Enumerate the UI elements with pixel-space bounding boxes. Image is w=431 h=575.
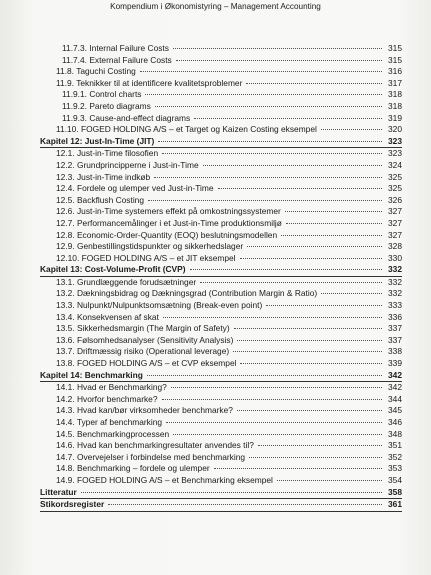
toc-entry[interactable] xyxy=(40,440,402,452)
toc-entry[interactable] xyxy=(40,452,402,464)
toc-entry-label xyxy=(40,440,256,452)
toc-entry[interactable] xyxy=(40,230,402,242)
toc-page-number: 327 xyxy=(388,206,402,217)
dot-leader xyxy=(240,363,382,364)
toc-page-number: 358 xyxy=(388,486,402,497)
toc-entry-number: 12.5. xyxy=(56,194,75,205)
toc-entry-number: 13.4. xyxy=(56,311,75,322)
toc-page-number: 327 xyxy=(388,217,402,228)
dot-leader xyxy=(200,282,382,283)
toc-chapter-entry[interactable] xyxy=(40,264,402,277)
dot-leader xyxy=(173,48,382,49)
toc-entry-label xyxy=(40,452,247,464)
toc-entry-title: Performancemålinger i et Just-in-Time produktionsmiljø xyxy=(76,217,282,228)
toc-entry-number: 12.10. xyxy=(56,252,80,263)
toc-entry-number: 13.3. xyxy=(56,300,75,311)
toc-entry-number: 11.7.4. xyxy=(62,54,87,65)
dot-leader xyxy=(321,293,382,294)
toc-entry[interactable] xyxy=(40,300,402,312)
toc-entry-label xyxy=(40,277,198,289)
toc-page-number: 337 xyxy=(388,334,402,345)
toc-page-number: 346 xyxy=(388,417,402,427)
toc-entry[interactable] xyxy=(40,463,402,475)
toc-entry-label xyxy=(40,323,232,335)
toc-entry-title: Just-in-Time filosofien xyxy=(76,148,159,159)
dot-leader xyxy=(155,106,382,107)
toc-page-number: 344 xyxy=(388,393,402,404)
toc-entry-number: 14.4. xyxy=(56,417,75,427)
dot-leader xyxy=(140,71,382,72)
toc-entry-number: 12.9. xyxy=(56,241,75,252)
toc-entry[interactable] xyxy=(40,288,402,300)
toc-entry-title: Just-in-Time systemers effekt på omkostningssystemer xyxy=(76,206,281,217)
toc-entry-title: Just-in-Time indkøb xyxy=(76,171,151,182)
toc-entry-label xyxy=(40,43,171,55)
toc-entry-label xyxy=(40,370,145,382)
toc-page-number: 317 xyxy=(388,77,402,88)
toc-entry-title: Benchmarking xyxy=(84,369,143,380)
toc-entry-title: Backflush Costing xyxy=(76,194,145,205)
toc-entry-number: Kapitel 14: xyxy=(40,369,83,380)
toc-entry-number: 14.2. xyxy=(56,393,75,404)
toc-entry-title: Grundprincipperne i Just-in-Time xyxy=(76,159,199,170)
toc-entry[interactable] xyxy=(40,218,402,230)
toc-entry-label xyxy=(40,136,156,148)
toc-entry[interactable] xyxy=(40,148,402,160)
dot-leader xyxy=(163,317,382,318)
toc-entry[interactable] xyxy=(40,89,402,101)
toc-entry-label xyxy=(40,346,231,358)
running-header: Kompendium i Økonomistyring – Management Accounting xyxy=(110,2,321,11)
dot-leader xyxy=(171,387,382,388)
toc-page-number: 315 xyxy=(388,54,402,65)
toc-chapter-entry[interactable] xyxy=(40,370,402,383)
toc-entry-label xyxy=(40,429,171,441)
toc-entry-label xyxy=(40,66,138,78)
toc-entry-title: FOGED HOLDING A/S – et CVP eksempel xyxy=(76,358,237,369)
toc-entry-title: Internal Failure Costs xyxy=(89,43,169,53)
toc-entry-label xyxy=(40,55,174,67)
toc-entry[interactable] xyxy=(40,43,402,55)
toc-page-number: 318 xyxy=(388,89,402,100)
toc-entry[interactable] xyxy=(40,417,402,429)
toc-entry-label xyxy=(40,101,153,113)
toc-chapter-entry[interactable] xyxy=(40,487,402,500)
dot-leader xyxy=(266,305,382,306)
toc-page-number: 342 xyxy=(388,369,402,380)
toc-page-number: 325 xyxy=(388,171,402,182)
toc-entry-label xyxy=(40,382,169,394)
toc-entry-label xyxy=(40,89,143,101)
toc-entry[interactable] xyxy=(40,101,402,113)
toc-entry-number: 12.8. xyxy=(56,229,75,240)
dot-leader xyxy=(285,211,382,212)
toc-entry-title: Teknikker til at identificere kvalitetsproblemer xyxy=(76,77,243,88)
toc-page-number: 326 xyxy=(388,194,402,205)
dot-leader xyxy=(166,422,382,423)
toc-entry[interactable] xyxy=(40,183,402,195)
toc-entry[interactable] xyxy=(40,253,402,265)
toc-entry-number: 12.3. xyxy=(56,171,75,182)
toc-entry-title: Hvad er Benchmarking? xyxy=(76,382,167,393)
toc-entry-label xyxy=(40,312,161,324)
toc-page-number: 352 xyxy=(388,451,402,462)
dot-leader xyxy=(240,258,382,259)
toc-entry-title: Hvad kan benchmarkingresultater anvendes til? xyxy=(76,440,254,451)
toc-entry[interactable] xyxy=(40,277,402,289)
toc-page-number: 332 xyxy=(388,276,402,287)
toc-entry-number: 12.1. xyxy=(56,148,75,159)
toc-entry-number: 11.9.1. xyxy=(62,89,87,100)
toc-entry-title: Driftmæssig risiko (Operational leverage) xyxy=(76,346,230,357)
toc-entry-title: Følsomhedsanalyser (Sensitivity Analysis) xyxy=(76,334,234,345)
toc-entry-number: 11.9.3. xyxy=(62,112,87,123)
toc-entry-title: Benchmarkingprocessen xyxy=(76,428,170,439)
toc-entry-title: Litteratur xyxy=(40,486,77,497)
dot-leader xyxy=(108,504,382,505)
toc-entry-number: 13.1. xyxy=(56,276,75,287)
toc-entry[interactable] xyxy=(40,382,402,394)
toc-entry-number: Kapitel 13: xyxy=(40,264,83,275)
toc-entry-number: 12.7. xyxy=(56,217,75,228)
toc-entry-title: Stikordsregister xyxy=(40,499,105,510)
toc-entry-number: 13.8. xyxy=(56,358,75,369)
toc-entry-number: 13.5. xyxy=(56,323,75,334)
toc-entry-title: Cost-Volume-Profit (CVP) xyxy=(84,264,186,275)
dot-leader xyxy=(176,60,382,61)
dot-leader xyxy=(154,177,382,178)
toc-entry-label xyxy=(40,172,152,184)
toc-entry-title: Economic-Order-Quantity (EOQ) beslutningsmodellen xyxy=(76,229,278,240)
toc-entry-title: Pareto diagrams xyxy=(89,100,151,111)
toc-entry-label xyxy=(40,499,106,511)
toc-entry-label xyxy=(40,183,216,195)
toc-entry-number: 12.4. xyxy=(56,183,75,194)
toc-entry-title: Benchmarking – fordele og ulemper xyxy=(76,463,210,474)
toc-entry-label xyxy=(40,78,244,90)
toc-entry-label xyxy=(40,230,279,242)
dot-leader xyxy=(237,410,382,411)
toc-entry-title: Control charts xyxy=(89,89,142,100)
toc-entry-title: Sikkerhedsmargin (The Margin of Safety) xyxy=(76,323,230,334)
toc-entry-title: Hvorfor benchmarke? xyxy=(76,393,158,404)
toc-page-number: 351 xyxy=(388,440,402,451)
toc-entry-number: 11.9. xyxy=(56,77,75,88)
toc-entry-number: 12.2. xyxy=(56,159,75,170)
toc-entry-label xyxy=(40,124,319,136)
toc-entry-number: 14.3. xyxy=(56,405,75,416)
dot-leader xyxy=(234,328,382,329)
toc-page-number: 316 xyxy=(388,66,402,77)
toc-entry[interactable] xyxy=(40,323,402,335)
dot-leader xyxy=(258,445,382,446)
toc-entry[interactable] xyxy=(40,346,402,358)
toc-entry-label xyxy=(40,206,283,218)
toc-entry-title: Grundlæggende forudsætninger xyxy=(76,276,197,287)
toc-entry-number: 12.6. xyxy=(56,206,75,217)
toc-entry[interactable] xyxy=(40,160,402,172)
toc-page-number: 342 xyxy=(388,382,402,393)
toc-entry-number: 14.1. xyxy=(56,382,75,393)
toc-entry-label xyxy=(40,358,238,370)
dot-leader xyxy=(148,200,382,201)
toc-entry-label xyxy=(40,475,275,487)
toc-entry-number: 11.7.3. xyxy=(62,43,87,53)
dot-leader xyxy=(203,165,382,166)
toc-page-number: 323 xyxy=(388,135,402,146)
toc-entry-label xyxy=(40,288,319,300)
toc-entry-title: Fordele og ulemper ved Just-in-Time xyxy=(76,183,214,194)
toc-page-number: 330 xyxy=(388,252,402,263)
toc-entry-number: 13.7. xyxy=(56,346,75,357)
toc-entry[interactable] xyxy=(40,335,402,347)
dot-leader xyxy=(158,141,382,142)
toc-page-number: 315 xyxy=(388,43,402,53)
dot-leader xyxy=(190,269,383,270)
toc-page-number: 353 xyxy=(388,463,402,474)
toc-entry-label xyxy=(40,253,238,265)
toc-entry-title: Typer af benchmarking xyxy=(76,417,163,427)
toc-entry-number: 13.2. xyxy=(56,288,75,299)
toc-entry-number: 14.6. xyxy=(56,440,75,451)
dot-leader xyxy=(247,246,382,247)
toc-entry-number: 14.5. xyxy=(56,428,75,439)
toc-entry-title: Hvad kan/bør virksomheder benchmarke? xyxy=(76,405,233,416)
dot-leader xyxy=(162,153,382,154)
dot-leader xyxy=(218,188,382,189)
toc-page-number: 318 xyxy=(388,100,402,111)
toc-entry-label xyxy=(40,264,188,276)
dot-leader xyxy=(214,468,382,469)
toc-entry-title: Konsekvensen af skat xyxy=(76,311,159,322)
toc-chapter-entry[interactable] xyxy=(40,499,402,512)
dot-leader xyxy=(286,223,382,224)
toc-page-number: 337 xyxy=(388,323,402,334)
toc-entry-title: FOGED HOLDING A/S – et Benchmarking eksempel xyxy=(76,474,273,485)
toc-entry-title: Genbestillingstidspunkter og sikkerhedslager xyxy=(76,241,244,252)
dot-leader xyxy=(145,94,382,95)
toc-entry[interactable] xyxy=(40,113,402,125)
toc-page-number: 338 xyxy=(388,346,402,357)
toc-entry[interactable] xyxy=(40,66,402,78)
toc-page-number: 339 xyxy=(388,358,402,369)
toc-entry[interactable] xyxy=(40,475,402,487)
toc-page-number: 336 xyxy=(388,311,402,322)
toc-page-number: 319 xyxy=(388,112,402,123)
toc-entry-label xyxy=(40,417,164,429)
toc-entry-label xyxy=(40,160,201,172)
toc-entry[interactable] xyxy=(40,206,402,218)
toc-entry-label xyxy=(40,487,79,499)
toc-entry-number: 14.9. xyxy=(56,474,75,485)
toc-entry-title: Cause-and-effect diagrams xyxy=(89,112,191,123)
toc-entry-label xyxy=(40,394,160,406)
dot-leader xyxy=(194,118,382,119)
dot-leader xyxy=(81,492,382,493)
toc-entry[interactable] xyxy=(40,405,402,417)
toc-entry-title: Nulpunkt/Nulpunktsomsætning (Break-even point) xyxy=(76,300,263,311)
toc-entry[interactable] xyxy=(40,55,402,67)
toc-entry-number: 11.8. xyxy=(56,66,75,77)
toc-page-number: 325 xyxy=(388,183,402,194)
toc-entry-label xyxy=(40,218,284,230)
toc-page-number: 327 xyxy=(388,229,402,240)
toc-entry[interactable] xyxy=(40,241,402,253)
toc-entry-number: 11.9.2. xyxy=(62,100,87,111)
toc-entry-label xyxy=(40,148,160,160)
toc-entry-number: 14.7. xyxy=(56,451,75,462)
toc-entry-title: FOGED HOLDING A/S – et Target og Kaizen Costing eksempel xyxy=(81,124,317,135)
dot-leader xyxy=(281,235,382,236)
toc-entry[interactable] xyxy=(40,124,402,136)
toc-page-number: 332 xyxy=(388,264,402,275)
dot-leader xyxy=(277,480,382,481)
toc-entry-number: Kapitel 12: xyxy=(40,135,83,146)
dot-leader xyxy=(147,375,382,376)
toc-entry-number: 14.8. xyxy=(56,463,75,474)
toc-page-number: 361 xyxy=(388,499,402,510)
toc-entry-title: FOGED HOLDING A/S – et JIT eksempel xyxy=(81,252,236,263)
dot-leader xyxy=(321,129,382,130)
toc-entry-number: 11.10. xyxy=(56,124,79,135)
toc-entry[interactable] xyxy=(40,78,402,90)
toc-entry-title: Taguchi Costing xyxy=(76,66,136,77)
toc-entry-label xyxy=(40,300,264,312)
toc-page-number: 345 xyxy=(388,405,402,416)
toc-entry-label xyxy=(40,405,235,417)
toc-chapter-entry[interactable] xyxy=(40,136,402,149)
toc-entry-label xyxy=(40,335,235,347)
toc-page-number: 328 xyxy=(388,241,402,252)
dot-leader xyxy=(233,351,382,352)
dot-leader xyxy=(237,340,382,341)
toc-entry[interactable] xyxy=(40,429,402,441)
toc-entry-label xyxy=(40,113,192,125)
toc-page-number: 324 xyxy=(388,159,402,170)
toc-entry-title: Dækningsbidrag og Dækningsgrad (Contribution Margin & Ratio) xyxy=(76,288,318,299)
dot-leader xyxy=(162,399,383,400)
toc-entry-label xyxy=(40,195,146,207)
toc-entry[interactable] xyxy=(40,172,402,184)
dot-leader xyxy=(249,457,382,458)
toc-entry-number: 13.6. xyxy=(56,334,75,345)
toc-page-number: 332 xyxy=(388,288,402,299)
toc-page-number: 323 xyxy=(388,148,402,159)
toc-entry-title: Overvejelser i forbindelse med benchmarking xyxy=(76,451,246,462)
toc-page-number: 333 xyxy=(388,300,402,311)
dot-leader xyxy=(246,83,382,84)
toc-entry-title: External Failure Costs xyxy=(89,54,172,65)
toc-entry[interactable] xyxy=(40,394,402,406)
dot-leader xyxy=(173,434,382,435)
toc-entry-label xyxy=(40,463,212,475)
toc-entry[interactable] xyxy=(40,358,402,370)
toc-entry-title: Just-In-Time (JIT) xyxy=(84,135,155,146)
toc-page-number: 348 xyxy=(388,428,402,439)
toc-entry[interactable] xyxy=(40,195,402,207)
toc-page-number: 320 xyxy=(388,124,402,135)
table-of-contents xyxy=(40,43,402,512)
toc-page-number: 354 xyxy=(388,474,402,485)
toc-entry[interactable] xyxy=(40,312,402,324)
toc-entry-label xyxy=(40,241,245,253)
